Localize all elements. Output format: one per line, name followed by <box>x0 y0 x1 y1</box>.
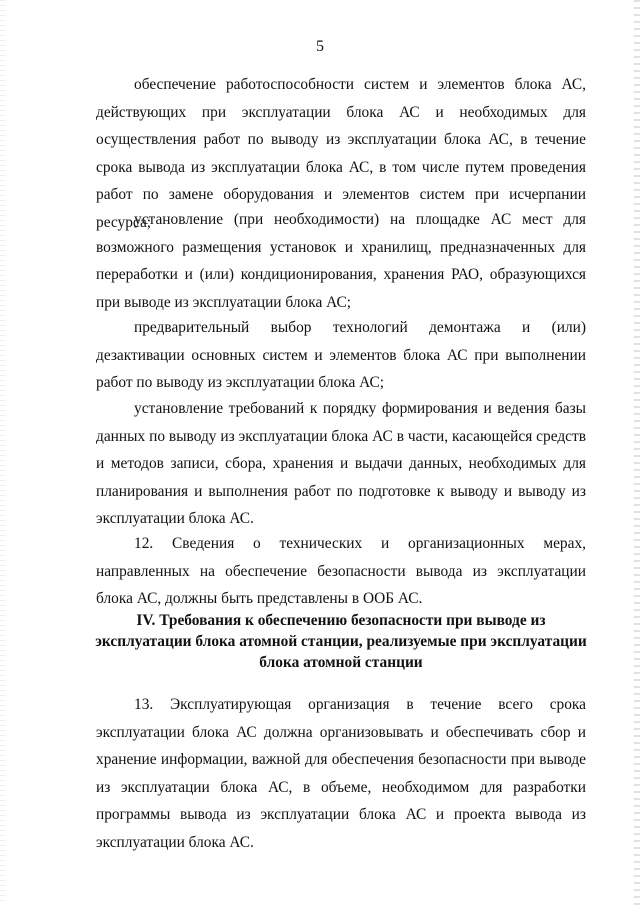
paragraph-4-text: установление требований к порядку формирования и ведения базы данных по выводу из эксплуатации блока АС в части, касающейся средств и методов записи, сбора, хранения и выдачи данных, необходимых для планирования и выполнения работ по подготовке к выводу и выводу из эксплуатации блока АС. <box>96 400 586 527</box>
scan-edge-left <box>0 0 5 905</box>
paragraph-2-text: установление (при необходимости) на площадке АС мест для возможного размещения установок и хранилищ, предназначенных для переработки и (или) кондиционирования, хранения РАО, образующихся при выводе из эксплуатации блока АС; <box>96 211 586 311</box>
section-heading: IV. Требования к обеспечению безопасности при выводе из эксплуатации блока атомной станции, реализуемые при эксплуатации блока атомной станции <box>95 612 587 671</box>
paragraph-3 <box>96 314 586 397</box>
scan-edge-right <box>634 0 640 905</box>
paragraph-2 <box>96 206 586 316</box>
paragraph-3-text: предварительный выбор технологий демонтажа и (или) дезактивации основных систем и элементов блока АС при выполнении работ по выводу из эксплуатации блока АС; <box>96 319 586 391</box>
paragraph-13-text: 13. Эксплуатирующая организация в течение всего срока эксплуатации блока АС должна организовывать и обеспечивать сбор и хранение информации, важной для обеспечения безопасности при выводе из эксплуатации блока АС, в объеме, необходимом для разработки программы вывода из эксплуатации блока АС и проекта вывода из эксплуатации блока АС. <box>96 696 586 851</box>
paragraph-12-text: 12. Сведения о технических и организационных мерах, направленных на обеспечение безопасности вывода из эксплуатации блока АС, должны быть представлены в ООБ АС. <box>96 535 586 607</box>
paragraph-12 <box>96 530 586 613</box>
page-number: 5 <box>316 38 324 55</box>
paragraph-1-text: обеспечение работоспособности систем и элементов блока АС, действующих при эксплуатации блока АС и необходимых для осуществления работ по выводу из эксплуатации блока АС, в течение срока вывода из эксплуатации блока АС, в том числе путем проведения работ по замене оборудования и элементов систем при исчерпании ресурса; <box>96 76 586 231</box>
paragraph-13 <box>96 691 586 856</box>
paragraph-4 <box>96 395 586 533</box>
